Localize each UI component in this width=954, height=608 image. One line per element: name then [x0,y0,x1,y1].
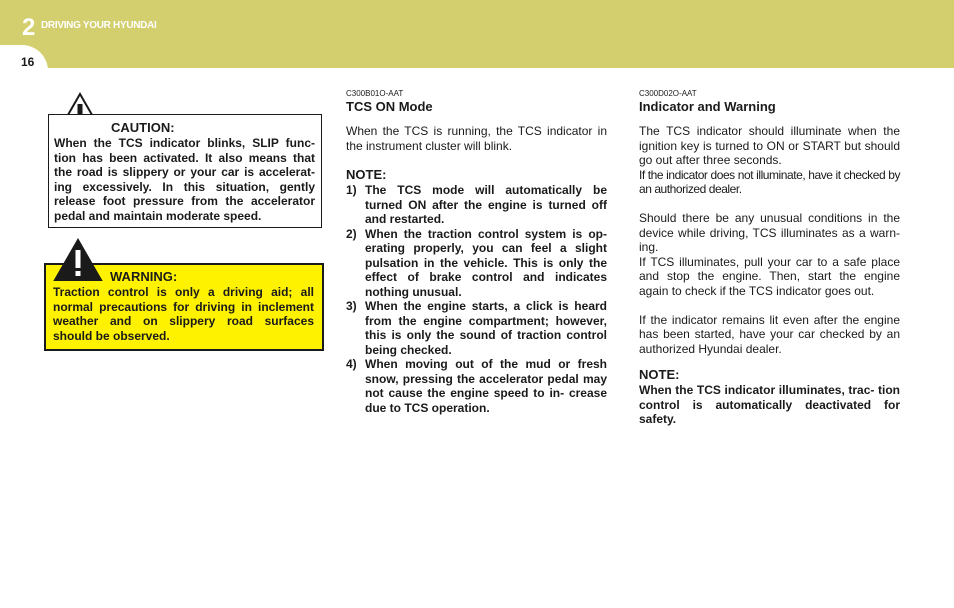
list-item: 4) When moving out of the mud or fresh snow, pressing the accelerator pedal may not cause the engine speed to in- crease due to TCS operation. [346,357,607,415]
warning-body: Traction control is only a driving aid; all normal precautions for driving in inclement weather and on slippery road surfaces should be observed. [53,285,314,343]
section-code: C300D02O-AAT [639,89,697,98]
list-item: 2) When the traction control system is op- erating properly, you can feel a slight pulsation in the vehicle. This is only the effect of brake control and indicates nothing unusual. [346,226,607,299]
intro-paragraph: When the TCS is running, the TCS indicator in the instrument cluster will blink. [346,124,607,153]
caution-title: CAUTION: [111,120,175,135]
section-heading: TCS ON Mode [346,99,433,114]
right-text-block [639,124,900,371]
paragraph: If TCS illuminates, pull your car to a safe place and stop the engine. Then, start the engine again to check if the TCS indicator goes out. [639,254,900,298]
caution-body: When the TCS indicator blinks, SLIP func- tion has been activated. It also means that the road is slippery or your car is accelerat- ing excessively. In this situation, gently release foot pressure from the accelerator pedal and maintain moderate speed. [54,136,315,223]
note-heading: NOTE: [346,167,387,182]
section-heading: Indicator and Warning [639,99,776,114]
header-band [0,0,954,68]
paragraph: The TCS indicator should illuminate when the ignition key is turned to ON or START but should go out after three seconds. [639,124,900,167]
chapter-title: DRIVING YOUR HYUNDAI [41,20,157,31]
paragraph: If the indicator remains lit even after the engine has been started, have your car checked by an authorized Hyundai dealer. [639,312,900,356]
warning-title: WARNING: [110,269,178,284]
paragraph: Should there be any unusual conditions in the device while driving, TCS illuminates as a warn- ing. [639,211,900,254]
note-heading: NOTE: [639,367,680,382]
chapter-number: 2 [22,14,36,41]
note-list [346,183,607,415]
page-number: 16 [21,55,35,69]
list-item: 1) The TCS mode will automatically be turned ON after the engine is turned off and restarted. [346,183,607,226]
section-code: C300B01O-AAT [346,89,404,98]
list-item: 3) When the engine starts, a click is heard from the engine compartment; however, this is only the sound of traction control being checked. [346,299,607,357]
warning-triangle-icon [53,238,103,287]
caution-box [48,114,322,228]
paragraph: If the indicator does not illuminate, have it checked by an authorized dealer. [639,167,900,196]
note-body: When the TCS indicator illuminates, trac- tion control is automatically deactivated for safety. [639,383,900,426]
